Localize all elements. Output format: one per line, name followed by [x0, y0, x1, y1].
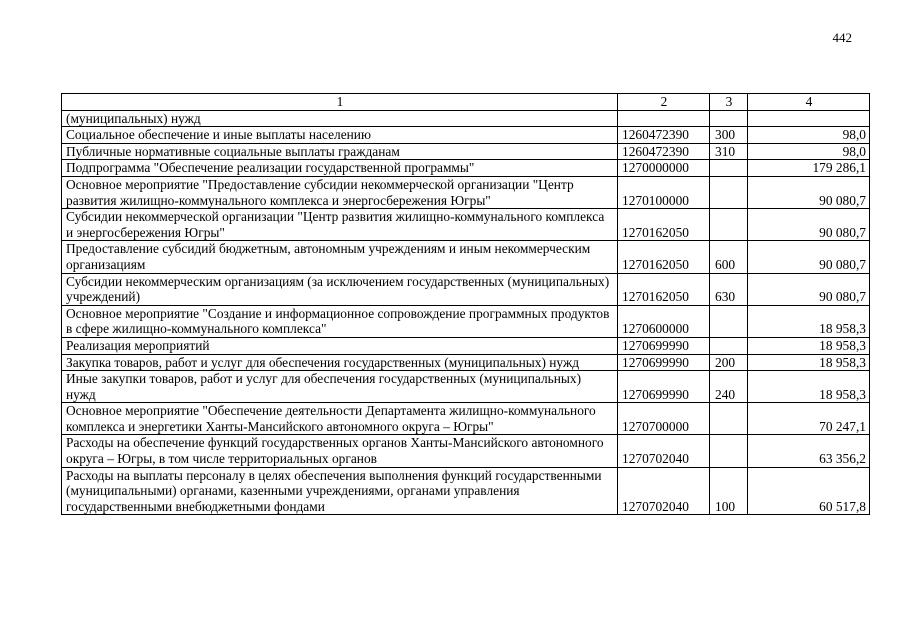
row-name: Расходы на выплаты персоналу в целях обеспечения выполнения функций государственными (муниципальными) органами, казенными учреждениями, органами управления государственными внебюджетными фондами — [62, 467, 618, 515]
row-vr: 600 — [710, 241, 748, 273]
row-code: 1260472390 — [618, 143, 710, 160]
row-name: Расходы на обеспечение функций государственных органов Ханты-Мансийского автономного округа – Югры, в том числе территориальных органов — [62, 435, 618, 467]
header-cell-name: 1 — [62, 94, 618, 111]
row-name: (муниципальных) нужд — [62, 110, 618, 127]
row-vr: 240 — [710, 371, 748, 403]
row-name: Основное мероприятие "Создание и информационное сопровождение программных продуктов в сфере жилищно-коммунального комплекса" — [62, 305, 618, 337]
table-row — [62, 371, 870, 403]
row-code: 1270162050 — [618, 241, 710, 273]
row-code: 1270100000 — [618, 176, 710, 208]
row-amount: 60 517,8 — [748, 467, 870, 515]
row-vr — [710, 209, 748, 241]
row-amount — [748, 110, 870, 127]
row-name: Основное мероприятие "Обеспечение деятельности Департамента жилищно-коммунального комплекса и энергетики Ханты-Мансийского автономного округа – Югры" — [62, 403, 618, 435]
row-code: 1270699990 — [618, 337, 710, 354]
row-amount: 98,0 — [748, 127, 870, 144]
row-code: 1270699990 — [618, 354, 710, 371]
row-amount: 18 958,3 — [748, 371, 870, 403]
table-row — [62, 127, 870, 144]
row-amount: 98,0 — [748, 143, 870, 160]
row-vr: 300 — [710, 127, 748, 144]
row-amount: 70 247,1 — [748, 403, 870, 435]
row-vr — [710, 337, 748, 354]
row-name: Основное мероприятие "Предоставление субсидии некоммерческой организации "Центр развития жилищно-коммунального комплекса и энергосбережения Югры" — [62, 176, 618, 208]
row-name: Субсидии некоммерческой организации "Центр развития жилищно-коммунального комплекса и энергосбережения Югры" — [62, 209, 618, 241]
row-name: Субсидии некоммерческим организациям (за исключением государственных (муниципальных) учреждений) — [62, 273, 618, 305]
row-vr — [710, 110, 748, 127]
table-header-row — [62, 94, 870, 111]
row-amount: 90 080,7 — [748, 176, 870, 208]
row-code: 1270600000 — [618, 305, 710, 337]
row-amount: 90 080,7 — [748, 209, 870, 241]
table-row — [62, 337, 870, 354]
row-amount: 18 958,3 — [748, 337, 870, 354]
row-code: 1270162050 — [618, 209, 710, 241]
row-code: 1270000000 — [618, 160, 710, 177]
row-amount: 90 080,7 — [748, 273, 870, 305]
table-row — [62, 176, 870, 208]
table-row — [62, 403, 870, 435]
row-amount: 90 080,7 — [748, 241, 870, 273]
row-code — [618, 110, 710, 127]
header-cell-vr: 3 — [710, 94, 748, 111]
table-row — [62, 273, 870, 305]
row-name: Реализация мероприятий — [62, 337, 618, 354]
row-code: 1270700000 — [618, 403, 710, 435]
header-cell-code: 2 — [618, 94, 710, 111]
row-vr — [710, 435, 748, 467]
row-name: Предоставление субсидий бюджетным, автономным учреждениям и иным некоммерческим организациям — [62, 241, 618, 273]
row-code: 1270702040 — [618, 435, 710, 467]
row-vr: 200 — [710, 354, 748, 371]
table-row — [62, 305, 870, 337]
row-name: Закупка товаров, работ и услуг для обеспечения государственных (муниципальных) нужд — [62, 354, 618, 371]
page-number: 442 — [832, 30, 852, 45]
table-row — [62, 209, 870, 241]
row-amount: 179 286,1 — [748, 160, 870, 177]
table-row — [62, 354, 870, 371]
row-name: Публичные нормативные социальные выплаты гражданам — [62, 143, 618, 160]
row-vr — [710, 176, 748, 208]
row-vr — [710, 403, 748, 435]
table-row — [62, 241, 870, 273]
row-code: 1270699990 — [618, 371, 710, 403]
row-vr: 310 — [710, 143, 748, 160]
header-cell-amount: 4 — [748, 94, 870, 111]
row-vr — [710, 160, 748, 177]
table-row — [62, 110, 870, 127]
budget-table — [61, 93, 870, 515]
row-amount: 18 958,3 — [748, 305, 870, 337]
table-row — [62, 467, 870, 515]
row-name: Подпрограмма "Обеспечение реализации государственной программы" — [62, 160, 618, 177]
table-row — [62, 160, 870, 177]
row-amount: 18 958,3 — [748, 354, 870, 371]
row-name: Социальное обеспечение и иные выплаты населению — [62, 127, 618, 144]
row-vr — [710, 305, 748, 337]
row-name: Иные закупки товаров, работ и услуг для обеспечения государственных (муниципальных) нужд — [62, 371, 618, 403]
row-code: 1270162050 — [618, 273, 710, 305]
row-code: 1260472390 — [618, 127, 710, 144]
row-vr: 630 — [710, 273, 748, 305]
row-vr: 100 — [710, 467, 748, 515]
row-amount: 63 356,2 — [748, 435, 870, 467]
row-code: 1270702040 — [618, 467, 710, 515]
table-row — [62, 143, 870, 160]
table-row — [62, 435, 870, 467]
